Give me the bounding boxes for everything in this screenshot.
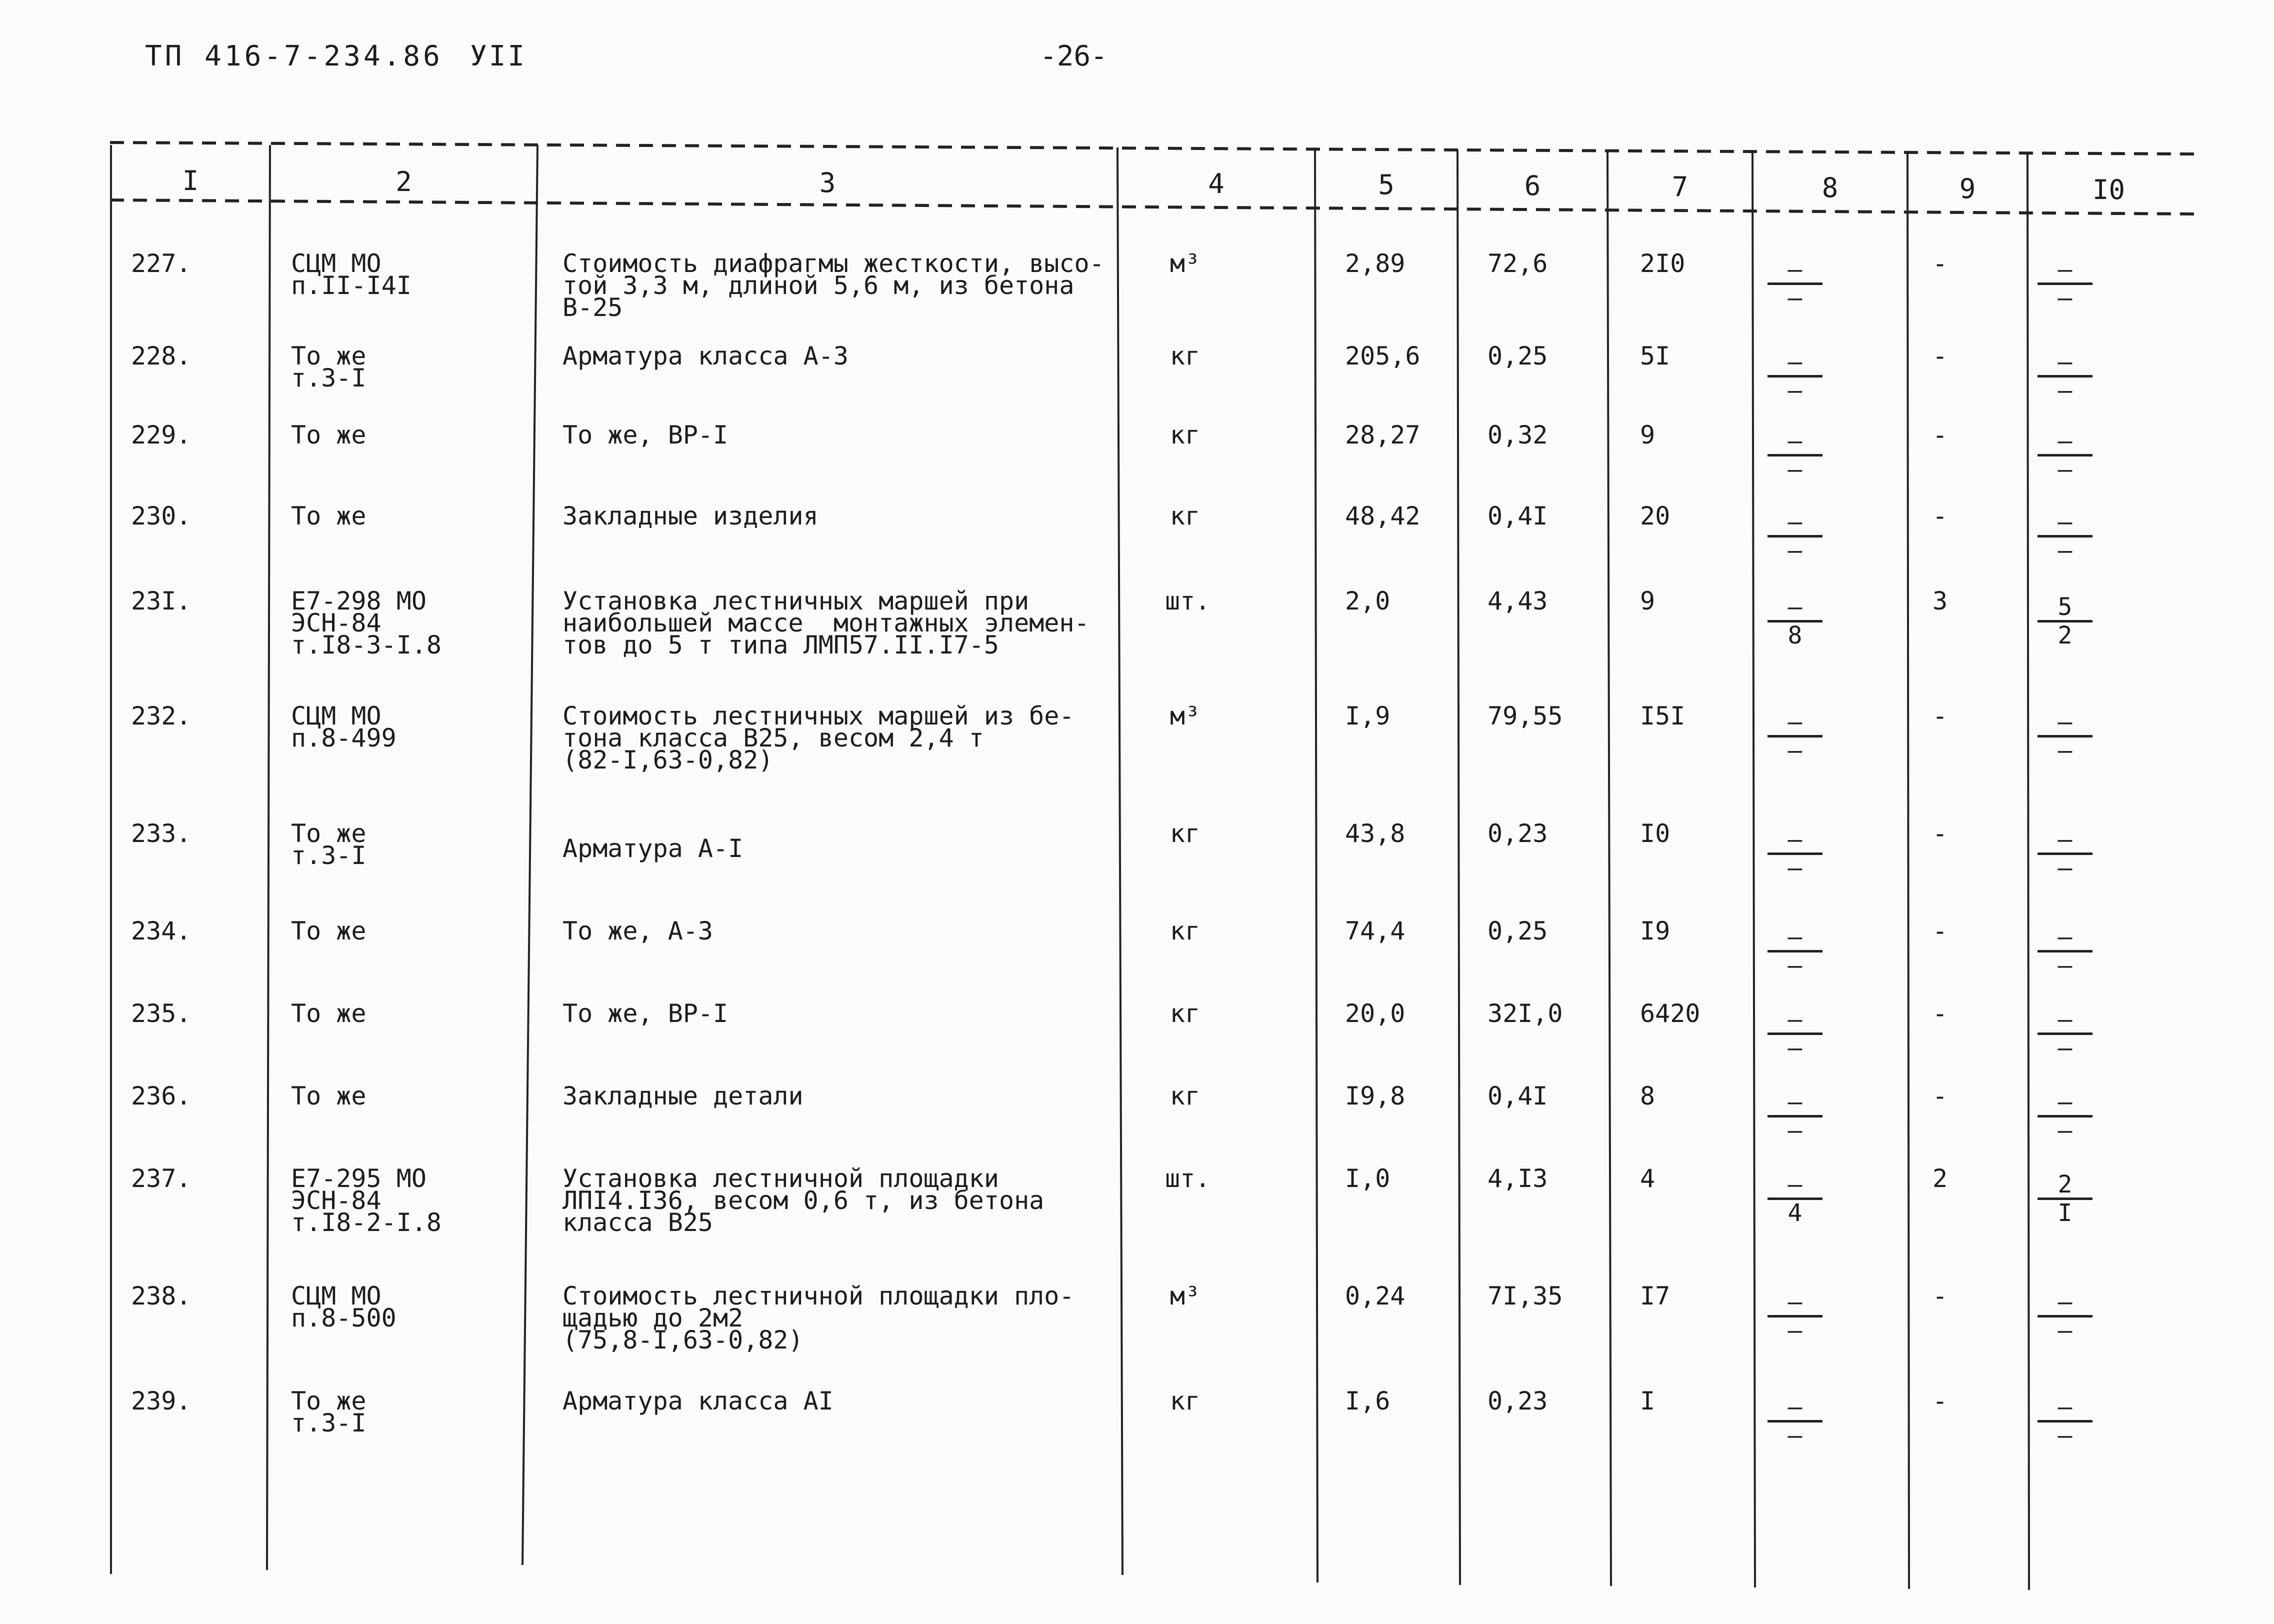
total-cost: 2I0 — [1640, 249, 1686, 278]
column-10-fraction-denominator: – — [2058, 456, 2072, 484]
column-10-fraction — [2038, 594, 2092, 648]
column-10-fraction-numerator: – — [2058, 1393, 2072, 1421]
column-8-fraction-denominator: – — [1788, 952, 1802, 980]
rate-reference: То же — [291, 1082, 366, 1110]
column-10-fraction-denominator: – — [2058, 1034, 2072, 1062]
quantity: 205,6 — [1345, 342, 1420, 370]
column-8-fraction — [1768, 1394, 1822, 1448]
column-10-fraction — [2038, 1289, 2092, 1344]
column-10-fraction — [2038, 1089, 2092, 1144]
quantity: I,6 — [1345, 1386, 1390, 1416]
column-10-fraction-numerator: – — [2058, 923, 2072, 951]
column-8-fraction-numerator: – — [1788, 348, 1802, 376]
total-cost: I — [1640, 1386, 1656, 1416]
rate-reference: То же — [291, 999, 366, 1028]
work-description: Арматура класса А-3 — [562, 342, 848, 370]
column-10-fraction-denominator: – — [2058, 536, 2072, 564]
column-10-fraction-numerator: – — [2058, 508, 2072, 536]
unit-price: 0,4I — [1488, 1082, 1548, 1110]
sheet-label: УII — [470, 40, 527, 72]
quantity: I,0 — [1345, 1164, 1390, 1193]
column-10-fraction-denominator: – — [2058, 376, 2072, 404]
column-8-fraction — [1768, 1006, 1822, 1061]
column-header: 4 — [1208, 168, 1224, 200]
quantity: 20,0 — [1345, 999, 1406, 1028]
rate-reference: СЦМ МО п.8-499 — [291, 702, 396, 752]
unit-of-measure: кг — [1170, 999, 1200, 1028]
unit-of-measure: кг — [1170, 342, 1200, 370]
column-10-fraction-numerator: – — [2058, 256, 2072, 284]
column-9-value: 2 — [1932, 1164, 1948, 1193]
column-header: 3 — [819, 167, 836, 198]
column-10-fraction — [2038, 826, 2092, 881]
column-10-fraction-denominator: – — [2058, 736, 2072, 764]
column-10-fraction-denominator: – — [2058, 952, 2072, 980]
total-cost: 20 — [1640, 502, 1670, 530]
column-8-fraction-denominator: 8 — [1788, 622, 1802, 650]
rate-reference: Е7-298 МО ЭСН-84 т.I8-3-I.8 — [291, 586, 442, 660]
column-8-fraction-denominator: – — [1788, 376, 1802, 404]
unit-of-measure: м³ — [1170, 249, 1200, 278]
column-8-fraction-numerator: – — [1788, 1006, 1802, 1034]
total-cost: I0 — [1640, 819, 1670, 848]
work-description: То же, ВР-I — [562, 999, 728, 1028]
column-9-value: - — [1932, 502, 1948, 530]
col-divider — [1608, 150, 1611, 1586]
quantity: 28,27 — [1345, 420, 1420, 450]
column-10-fraction — [2038, 1172, 2092, 1226]
column-10-fraction-numerator: – — [2058, 1288, 2072, 1316]
rate-reference: То же т.3-I — [291, 342, 366, 392]
column-10-fraction-numerator: – — [2058, 348, 2072, 376]
column-8-fraction — [1768, 826, 1822, 881]
column-8-fraction-denominator: 4 — [1788, 1199, 1802, 1227]
header-top-rule — [110, 142, 2195, 154]
column-10-fraction — [2038, 1006, 2092, 1061]
work-description: Установка лестничной площадки ЛПI4.I36, весом 0,6 т, из бетона класса В25 — [562, 1164, 1044, 1237]
row-number: 23I. — [131, 586, 192, 616]
col-divider — [1908, 151, 1909, 1589]
column-8-fraction-numerator: – — [1788, 256, 1802, 284]
unit-price: 72,6 — [1488, 249, 1548, 278]
rate-reference: То же — [291, 916, 366, 946]
column-header: 2 — [396, 166, 412, 198]
rate-reference: То же — [291, 420, 366, 450]
unit-price: 4,I3 — [1488, 1164, 1548, 1193]
column-9-value: - — [1932, 342, 1948, 370]
unit-of-measure: кг — [1170, 1386, 1200, 1416]
rate-reference: СЦМ МО п.II-I4I — [291, 249, 412, 300]
rate-reference: То же т.3-I — [291, 819, 366, 870]
row-number: 239. — [131, 1386, 192, 1416]
rate-reference: СЦМ МО п.8-500 — [291, 1282, 396, 1332]
col-divider — [1118, 148, 1122, 1575]
column-10-fraction-numerator: 5 — [2058, 593, 2072, 621]
column-10-fraction-numerator: – — [2058, 826, 2072, 854]
column-10-fraction-numerator: – — [2058, 427, 2072, 455]
col-divider — [1752, 150, 1755, 1588]
total-cost: 6420 — [1640, 999, 1700, 1028]
column-8-fraction-denominator: – — [1788, 1316, 1802, 1344]
quantity: 74,4 — [1345, 916, 1406, 946]
unit-price: 7I,35 — [1488, 1282, 1563, 1310]
column-10-fraction — [2038, 709, 2092, 764]
column-header: 8 — [1822, 172, 1838, 204]
row-number: 230. — [131, 502, 192, 530]
column-8-fraction-denominator: – — [1788, 284, 1802, 312]
column-8-fraction-denominator: – — [1788, 1116, 1802, 1144]
column-8-fraction-numerator: – — [1788, 1288, 1802, 1316]
quantity: 2,0 — [1345, 586, 1390, 616]
total-cost: I9 — [1640, 916, 1670, 946]
unit-of-measure: кг — [1170, 916, 1200, 946]
column-header: I0 — [2092, 174, 2126, 206]
column-8-fraction — [1768, 1289, 1822, 1344]
unit-of-measure: шт. — [1165, 1164, 1210, 1193]
column-header: 7 — [1672, 171, 1688, 202]
row-number: 227. — [131, 249, 192, 278]
column-9-value: - — [1932, 249, 1948, 278]
col-divider — [522, 145, 538, 1565]
work-description: То же, ВР-I — [562, 420, 728, 450]
work-description: Стоимость диафрагмы жесткости, высо- той 3,3 м, длиной 5,6 м, из бетона В-25 — [562, 249, 1104, 322]
column-header: 6 — [1524, 170, 1541, 202]
quantity: I,9 — [1345, 702, 1390, 730]
column-8-fraction — [1768, 924, 1822, 978]
column-10-fraction — [2038, 349, 2092, 404]
col-divider — [1315, 150, 1318, 1582]
unit-of-measure: кг — [1170, 502, 1200, 530]
column-10-fraction-denominator: 2 — [2058, 622, 2072, 650]
row-number: 233. — [131, 819, 192, 848]
column-8-fraction-numerator: – — [1788, 708, 1802, 736]
column-8-fraction — [1768, 256, 1822, 311]
column-10-fraction-denominator: – — [2058, 284, 2072, 312]
column-9-value: 3 — [1932, 586, 1948, 616]
row-number: 235. — [131, 999, 192, 1028]
column-8-fraction-numerator: – — [1788, 508, 1802, 536]
column-header: 9 — [1959, 173, 1976, 204]
column-9-value: - — [1932, 1386, 1948, 1416]
unit-price: 0,25 — [1488, 342, 1548, 370]
row-number: 237. — [131, 1164, 192, 1193]
column-8-fraction — [1768, 709, 1822, 764]
column-10-fraction-numerator: 2 — [2058, 1170, 2072, 1198]
column-10-fraction — [2038, 428, 2092, 482]
column-8-fraction-numerator: – — [1788, 427, 1802, 455]
unit-price: 0,23 — [1488, 1386, 1548, 1416]
column-8-fraction-numerator: – — [1788, 1393, 1802, 1421]
column-8-fraction-denominator: – — [1788, 736, 1802, 764]
document-code: ТП 416-7-234.86 — [145, 40, 443, 72]
unit-price: 0,32 — [1488, 420, 1548, 450]
row-number: 228. — [131, 342, 192, 370]
unit-of-measure: шт. — [1165, 586, 1210, 616]
column-9-value: - — [1932, 1282, 1948, 1310]
column-10-fraction-denominator: I — [2058, 1199, 2072, 1227]
row-number: 236. — [131, 1082, 192, 1110]
unit-price: 0,25 — [1488, 916, 1548, 946]
work-description: Стоимость лестничной площадки пло- щадью до 2м2 (75,8-I,63-0,82) — [562, 1282, 1074, 1354]
column-8-fraction-numerator: – — [1788, 1170, 1802, 1198]
unit-price: 0,23 — [1488, 819, 1548, 848]
row-number: 234. — [131, 916, 192, 946]
work-description: Установка лестничных маршей при наибольшей массе монтажных элемен- тов до 5 т типа ЛМП57.II.I7-5 — [562, 586, 1090, 660]
total-cost: I7 — [1640, 1282, 1670, 1310]
column-10-fraction-denominator: – — [2058, 1316, 2072, 1344]
total-cost: 9 — [1640, 586, 1656, 616]
unit-price: 79,55 — [1488, 702, 1563, 730]
column-8-fraction-denominator: – — [1788, 456, 1802, 484]
column-8-fraction — [1768, 594, 1822, 648]
unit-of-measure: кг — [1170, 1082, 1200, 1110]
col-divider — [2028, 152, 2029, 1590]
total-cost: 9 — [1640, 420, 1656, 450]
column-8-fraction-numerator: – — [1788, 593, 1802, 621]
column-8-fraction-numerator: – — [1788, 826, 1802, 854]
row-number: 229. — [131, 420, 192, 450]
column-9-value: - — [1932, 702, 1948, 730]
column-10-fraction-numerator: – — [2058, 1006, 2072, 1034]
total-cost: 8 — [1640, 1082, 1656, 1110]
column-9-value: - — [1932, 1082, 1948, 1110]
column-10-fraction — [2038, 509, 2092, 564]
unit-of-measure: м³ — [1170, 1282, 1200, 1310]
column-8-fraction — [1768, 349, 1822, 404]
unit-price: 4,43 — [1488, 586, 1548, 616]
quantity: 0,24 — [1345, 1282, 1406, 1310]
column-10-fraction-denominator: – — [2058, 854, 2072, 882]
col-divider — [267, 145, 270, 1570]
quantity: I9,8 — [1345, 1082, 1406, 1110]
unit-of-measure: кг — [1170, 420, 1200, 450]
page-number: -26- — [1040, 40, 1108, 72]
unit-price: 0,4I — [1488, 502, 1548, 530]
unit-of-measure: м³ — [1170, 702, 1200, 730]
quantity: 48,42 — [1345, 502, 1420, 530]
row-number: 232. — [131, 702, 192, 730]
column-9-value: - — [1932, 819, 1948, 848]
column-8-fraction-denominator: – — [1788, 1422, 1802, 1450]
column-8-fraction-denominator: – — [1788, 1034, 1802, 1062]
column-header: 5 — [1378, 169, 1394, 200]
unit-of-measure: кг — [1170, 819, 1200, 848]
work-description: Арматура А-I — [562, 834, 744, 863]
total-cost: 4 — [1640, 1164, 1656, 1193]
work-description: Закладные изделия — [562, 502, 818, 530]
column-8-fraction — [1768, 509, 1822, 564]
row-number: 238. — [131, 1282, 192, 1310]
column-header: I — [182, 165, 199, 196]
quantity: 43,8 — [1345, 819, 1406, 848]
total-cost: 5I — [1640, 342, 1670, 370]
column-8-fraction-denominator: – — [1788, 854, 1802, 882]
work-description: Стоимость лестничных маршей из бе- тона класса В25, весом 2,4 т (82-I,63-0,82) — [562, 702, 1074, 774]
column-10-fraction-denominator: – — [2058, 1116, 2072, 1144]
work-description: Арматура класса АI — [562, 1386, 834, 1416]
column-10-fraction-numerator: – — [2058, 708, 2072, 736]
work-description: То же, А-3 — [562, 916, 714, 946]
rate-reference: То же — [291, 502, 366, 530]
total-cost: I5I — [1640, 702, 1686, 730]
column-8-fraction — [1768, 1089, 1822, 1144]
column-10-fraction-numerator: – — [2058, 1088, 2072, 1116]
column-9-value: - — [1932, 420, 1948, 450]
column-8-fraction — [1768, 1172, 1822, 1226]
work-description: Закладные детали — [562, 1082, 804, 1110]
column-10-fraction — [2038, 256, 2092, 311]
column-8-fraction-numerator: – — [1788, 923, 1802, 951]
unit-price: 32I,0 — [1488, 999, 1563, 1028]
column-8-fraction-denominator: – — [1788, 536, 1802, 564]
column-8-fraction — [1768, 428, 1822, 482]
column-9-value: - — [1932, 999, 1948, 1028]
rate-reference: Е7-295 МО ЭСН-84 т.I8-2-I.8 — [291, 1164, 442, 1237]
quantity: 2,89 — [1345, 249, 1406, 278]
col-divider — [1458, 150, 1460, 1585]
column-8-fraction-numerator: – — [1788, 1088, 1802, 1116]
column-9-value: - — [1932, 916, 1948, 946]
column-10-fraction-denominator: – — [2058, 1422, 2072, 1450]
rate-reference: То же т.3-I — [291, 1386, 366, 1438]
column-10-fraction — [2038, 924, 2092, 978]
column-10-fraction — [2038, 1394, 2092, 1448]
